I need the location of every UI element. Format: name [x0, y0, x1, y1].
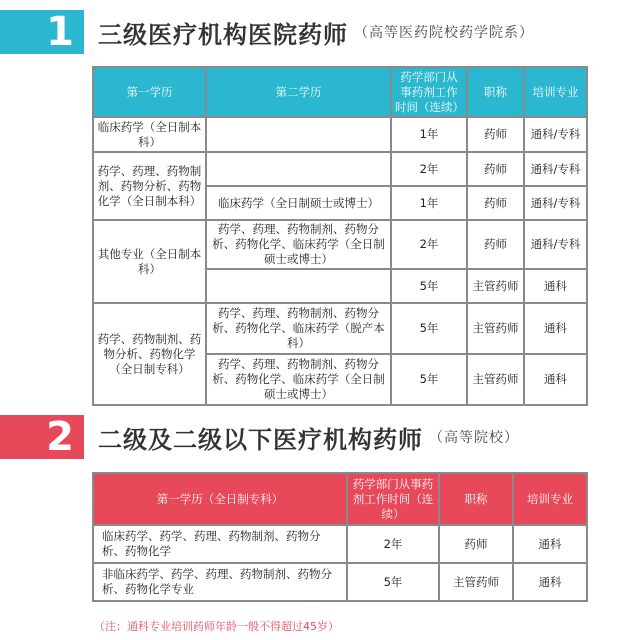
- section1-table: [92, 66, 588, 406]
- section2-number: 2: [0, 415, 84, 459]
- header-work-time: 药学部门从事药剂工作时间（连续）: [391, 67, 467, 117]
- work-time-cell: 5年: [391, 269, 467, 303]
- work-time-cell: 5年: [391, 354, 467, 405]
- major-cell: 通科/专科: [524, 152, 587, 186]
- title-cell: 药师: [467, 220, 524, 269]
- second-degree-cell: [206, 152, 391, 186]
- major-cell: 通科: [524, 354, 587, 405]
- section1-subtitle: （高等医药院校药学院系）: [354, 25, 534, 41]
- major-cell: 通科: [513, 525, 587, 563]
- work-time-cell: 2年: [391, 152, 467, 186]
- title-cell: 药师: [467, 186, 524, 220]
- first-degree-cell: 其他专业（全日制本科）: [93, 220, 206, 303]
- second-degree-cell: 临床药学（全日制硕士或博士）: [206, 186, 391, 220]
- work-time-cell: 5年: [391, 303, 467, 354]
- title-cell: 药师: [467, 117, 524, 152]
- first-degree-cell: 临床药学（全日制本科）: [93, 117, 206, 152]
- section2-header: [0, 415, 519, 459]
- table-row: [93, 525, 587, 563]
- major-cell: 通科: [524, 303, 587, 354]
- major-cell: 通科/专科: [524, 220, 587, 269]
- header-major: 培训专业: [524, 67, 587, 117]
- work-time-cell: 1年: [391, 186, 467, 220]
- section2-header-row: [93, 473, 587, 525]
- section2-subtitle: （高等院校）: [429, 430, 519, 446]
- second-degree-cell: 药学、药理、药物制剂、药物分析、药物化学、临床药学（脱产本科）: [206, 303, 391, 354]
- title-cell: 主管药师: [439, 563, 513, 601]
- second-degree-cell: 药学、药理、药物制剂、药物分析、药物化学、临床药学（全日制硕士或博士）: [206, 354, 391, 405]
- table-row: [93, 563, 587, 601]
- title-cell: 主管药师: [467, 303, 524, 354]
- section1-header: [0, 10, 534, 54]
- work-time-cell: 1年: [391, 117, 467, 152]
- header-second-degree: 第二学历: [206, 67, 391, 117]
- section2-title: 二级及二级以下医疗机构药师: [98, 425, 423, 454]
- section2-table: [92, 472, 588, 602]
- work-time-cell: 5年: [347, 563, 439, 601]
- section1-title: 三级医疗机构医院药师: [98, 20, 348, 49]
- header-work-time: 药学部门从事药剂工作时间（连续）: [347, 473, 439, 525]
- header-title: 职称: [439, 473, 513, 525]
- first-degree-cell: 临床药学、药学、药理、药物制剂、药物分析、药物化学: [93, 525, 347, 563]
- title-cell: 药师: [467, 152, 524, 186]
- title-cell: 主管药师: [467, 354, 524, 405]
- table-row: [93, 117, 587, 152]
- table-row: [93, 220, 587, 269]
- header-first-degree: 第一学历（全日制专科）: [93, 473, 347, 525]
- section1-header-row: [93, 67, 587, 117]
- header-first-degree: 第一学历: [93, 67, 206, 117]
- title-cell: 主管药师: [467, 269, 524, 303]
- first-degree-cell: 药学、药物制剂、药物分析、药物化学（全日制专科）: [93, 303, 206, 405]
- major-cell: 通科: [524, 269, 587, 303]
- first-degree-cell: 药学、药理、药物制剂、药物分析、药物化学（全日制本科）: [93, 152, 206, 220]
- table-row: [93, 303, 587, 354]
- first-degree-cell: 非临床药学、药学、药理、药物制剂、药物分析、药物化学专业: [93, 563, 347, 601]
- section1-number: 1: [0, 10, 84, 54]
- footnote: （注：通科专业培训药师年龄一般不得超过45岁）: [94, 620, 339, 633]
- header-major: 培训专业: [513, 473, 587, 525]
- second-degree-cell: [206, 117, 391, 152]
- work-time-cell: 2年: [347, 525, 439, 563]
- major-cell: 通科/专科: [524, 186, 587, 220]
- second-degree-cell: [206, 269, 391, 303]
- second-degree-cell: 药学、药理、药物制剂、药物分析、药物化学、临床药学（全日制硕士或博士）: [206, 220, 391, 269]
- title-cell: 药师: [439, 525, 513, 563]
- work-time-cell: 2年: [391, 220, 467, 269]
- table-row: [93, 152, 587, 186]
- major-cell: 通科: [513, 563, 587, 601]
- header-title: 职称: [467, 67, 524, 117]
- major-cell: 通科/专科: [524, 117, 587, 152]
